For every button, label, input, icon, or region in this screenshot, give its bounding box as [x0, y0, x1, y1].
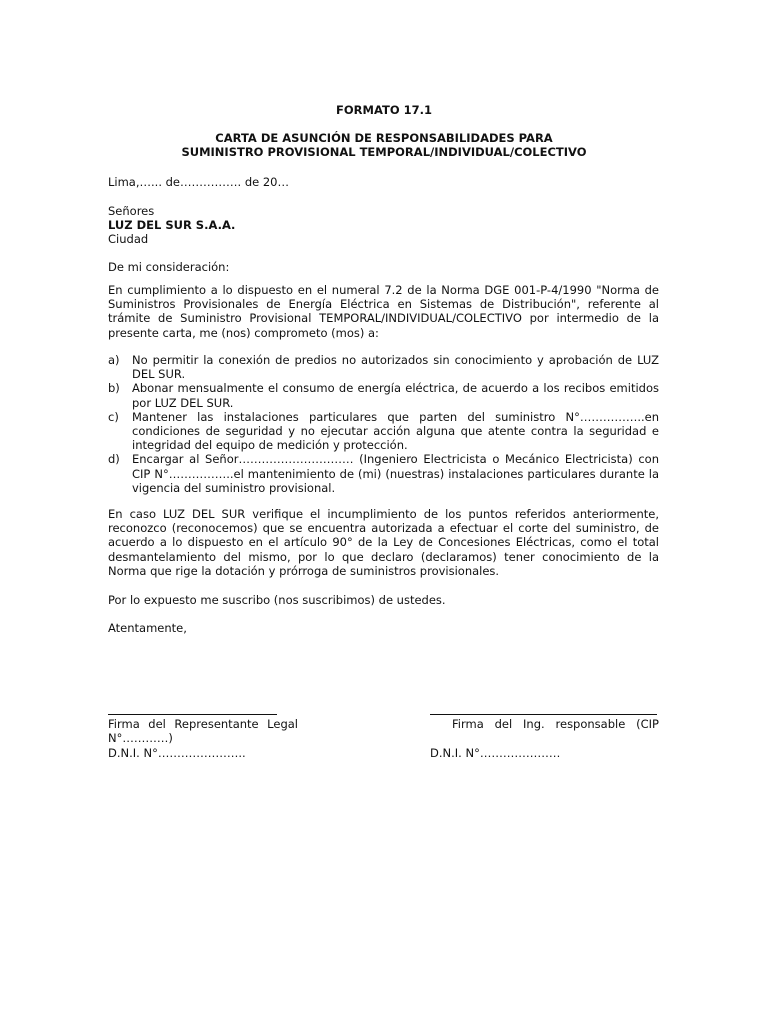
list-item-marker: b) [108, 381, 120, 396]
document-title-line1: CARTA DE ASUNCIÓN DE RESPONSABILIDADES PARA [215, 131, 553, 145]
commitments-list [108, 353, 659, 495]
salutation: Señores [108, 204, 155, 218]
place-date: Lima,…... de……………. de 20… [108, 175, 289, 189]
recipient-company: LUZ DEL SUR S.A.A. [108, 218, 236, 232]
closing: Atentamente, [108, 621, 187, 635]
list-item-marker: a) [108, 353, 120, 367]
format-number: FORMATO 17.1 [336, 103, 432, 117]
list-item-marker: c) [108, 409, 119, 424]
intro-paragraph: En cumplimiento a lo dispuesto en el numeral 7.2 de la Norma DGE 001-P-4/1990 "Norma de Suministros Provisionales de Energía Eléctrica en Sistemas de Distribución", referente al trámite de Suministro Provisional TEMPORAL/INDIVIDUAL/COLECTIVO por intermedio de la presente carta, me (nos) comprometo (mos) a: [108, 283, 659, 340]
list-item-marker: d) [108, 452, 120, 467]
document-title-line2: SUMINISTRO PROVISIONAL TEMPORAL/INDIVIDUAL/COLECTIVO [181, 145, 587, 159]
breach-paragraph: En caso LUZ DEL SUR verifique el incumplimiento de los puntos referidos anteriormente, reconozco (reconocemos) que se encuentra autorizada a efectuar el corte del suministro, de acuerdo a lo dispuesto en el artículo 90° de la Ley de Concesiones Eléctricas, como el total desmantelamiento del mismo, por lo que declaro (declaramos) tener conocimiento de la Norma que rige la dotación y prórroga de suministros provisionales. [108, 507, 659, 578]
closing-statement: Por lo expuesto me suscribo (nos suscribimos) de ustedes. [108, 593, 446, 607]
dni-field-right: D.N.I. N°………………… [430, 746, 561, 760]
greeting: De mi consideración: [108, 260, 230, 274]
signature-label-legal-rep: Firma del Representante Legal [108, 717, 298, 731]
list-item [108, 353, 659, 381]
dni-field-left: D.N.I. N°………………….. [108, 746, 246, 760]
list-item [108, 452, 659, 495]
list-item [108, 381, 659, 409]
list-item-text: Abonar mensualmente el consumo de energía eléctrica, de acuerdo a los recibos emitidos por LUZ DEL SUR. [132, 381, 659, 410]
signature-line-left [108, 714, 277, 715]
list-item-text: Mantener las instalaciones particulares que parten del suministro N°……………..en condiciones de seguridad y no ejecutar acción alguna que atente contra la seguridad e integridad del equipo de medición y protección. [132, 409, 659, 453]
signature-line-right [430, 714, 657, 715]
list-item-text: Encargar al Señor………………………… (Ingeniero Electricista o Mecánico Electricista) con CIP N°……………..el mantenimiento de (mi) (nuestras) instalaciones particulares durante la vigencia del suministro provisional. [132, 452, 659, 495]
recipient-city: Ciudad [108, 232, 149, 246]
list-item-text: No permitir la conexión de predios no autorizados sin conocimiento y aprobación de LUZ DEL SUR. [132, 353, 659, 382]
list-item [108, 410, 659, 453]
signature-label-engineer: Firma del Ing. responsable (CIP [452, 717, 659, 731]
signature-cip-continuation: N°…………) [108, 731, 173, 745]
